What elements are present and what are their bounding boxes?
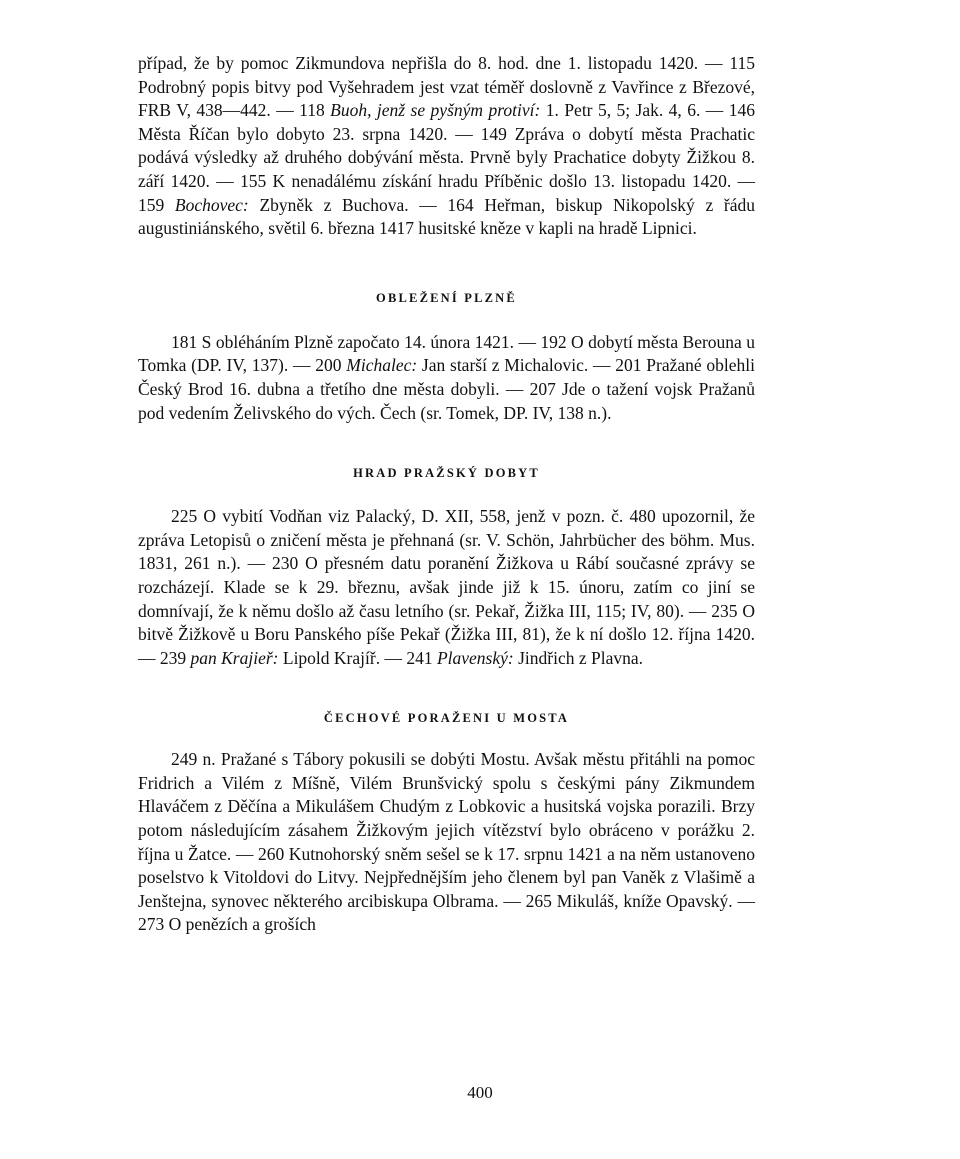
- text-run: 1. Petr 5, 5; Jak. 4, 6. — 146 Města Říčan bylo dobyto 23. srpna 1420. — 149 Zpráva o dobytí města Prachatic podává výsledky až druhého dobývání města. Prvně byly Prachatice dobyty Žižkou 8. září 1420. — 155 K nenadálému získání hradu Příběnic došlo 13. listopadu 1420. — 159: [138, 100, 755, 215]
- text-run: 181 S obléháním Plzně započato 14. února 1421. — 192 O dobytí města Berouna u Tomka (DP. IV, 137). — 200: [138, 331, 755, 376]
- text-run: Lipold Krajíř. — 241: [278, 647, 437, 668]
- notes-paragraph-hrad-prazsky-dobyt: [138, 505, 755, 670]
- notes-paragraph-obleeni-plzne: [138, 331, 755, 425]
- italic-term: Buoh, jenž se pyšným protiví:: [330, 100, 541, 121]
- page-body: [138, 52, 755, 937]
- italic-term: Plavenský:: [436, 647, 514, 668]
- notes-paragraph-intro: [138, 52, 755, 241]
- italic-term: pan Krajieř:: [190, 647, 279, 668]
- text-run: Jindřich z Plavna.: [513, 647, 643, 668]
- section-heading-cechove-porazeni-u-mosta: ČECHOVÉ PORAŽENI U MOSTA: [323, 711, 570, 726]
- italic-term: Bochovec:: [174, 194, 249, 215]
- text-run: 249 n. Pražané s Tábory pokusili se dobýti Mostu. Avšak městu přitáhli na pomoc Fridrich a Vilém z Míšně, Vilém Brunšvický spolu s českými pány Zikmundem Hlaváčem z Děčína a Mikulášem Chudým z Lobkovic a husitská vojska porazili. Brzy potom následujícím zásahem Žižkovým jejich vítězství bylo obráceno v porážku 2. října u Žatce. — 260 Kutnohorský sněm sešel se k 17. srpnu 1421 a na něm ustanoveno poselstvo k Vitoldovi do Litvy. Nejpřednějším jeho členem byl pan Vaněk z Vlašimě a Jenštejna, synovec některého arcibiskupa Olbrama. — 265 Mikuláš, kníže Opavský. — 273 O penězích a groších: [138, 749, 755, 935]
- text-run: Zbyněk z Buchova. — 164 Heřman, biskup Nikopolský z řádu augustiniánského, světil 6. března 1417 husitské kněze v kapli na hradě Lipnici.: [138, 194, 755, 239]
- section-heading-obleeni-plzne: OBLEŽENÍ PLZNĚ: [376, 290, 517, 305]
- italic-term: Michalec:: [346, 355, 418, 376]
- page-number: 400: [467, 1083, 493, 1102]
- text-run: případ, že by pomoc Zikmundova nepřišla do 8. hod. dne 1. listopadu 1420. — 115 Podrobný popis bitvy pod Vyšehradem jest vzat téměř doslovně z Vavřince z Březové, FRB V, 438—442. — 118: [138, 53, 755, 121]
- text-run: Jan starší z Michalovic. — 201 Pražané oblehli Český Brod 16. dubna a třetího dne města dobyli. — 207 Jde o tažení vojsk Pražanů pod vedením Želivského do vých. Čech (sr. Tomek, DP. IV, 138 n.).: [138, 355, 755, 423]
- section-heading-hrad-prazsky-dobyt: HRAD PRAŽSKÝ DOBYT: [353, 466, 540, 481]
- text-run: 225 O vybití Vodňan viz Palacký, D. XII, 558, jenž v pozn. č. 480 upozornil, že zpráva Letopisů o zničení města je přehnaná (sr. V. Schön, Jahrbücher des böhm. Mus. 1831, 261 n.). — 230 O přesném datu poranění Žižkova u Rábí současné zprávy se rozcházejí. Klade se k 29. březnu, avšak jinde již k 15. únoru, zatím co jiní se domnívají, že k němu došlo až času letního (sr. Pekař, Žižka III, 115; IV, 80). — 235 O bitvě Žižkově u Boru Panského píše Pekař (Žižka III, 81), že k ní došlo 12. října 1420. — 239: [138, 506, 755, 668]
- notes-paragraph-cechove-porazeni-u-mosta: [138, 748, 755, 937]
